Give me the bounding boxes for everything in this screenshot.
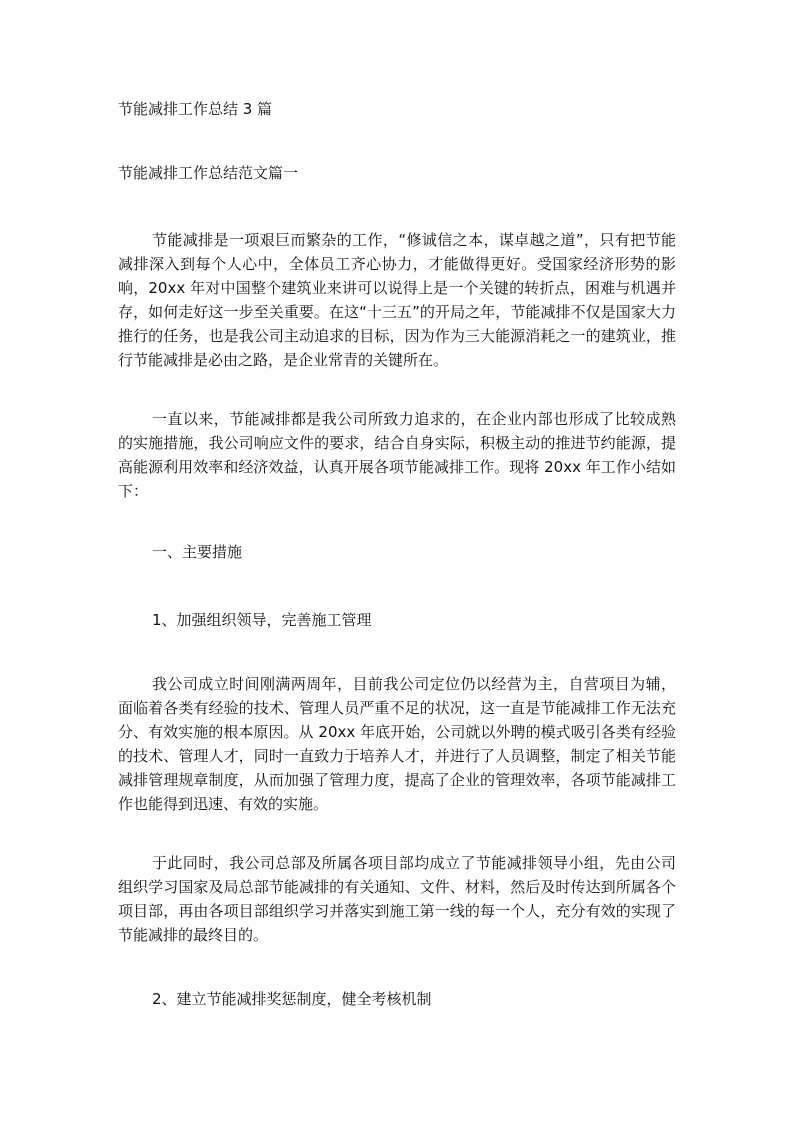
document-subtitle: 节能减排工作总结范文篇一	[118, 164, 299, 182]
paragraph-intro: 节能减排是一项艰巨而繁杂的工作，“修诚信之本，谋卓越之道”，只有把节能减排深入到每个人心中，全体员工齐心协力，才能做得更好。受国家经济形势的影响，20xx 年对中国整个建筑业来讲可以说得上是一个关键的转折点，困难与机遇并存，如何走好这一步至关重要。在这“十三五”的开局之年，节能减排不仅是国家大力推行的任务，也是我公司主动追求的目标，因为作为三大能源消耗之一的建筑业，推行节能减排是必由之路，是企业常青的关键所在。	[118, 231, 676, 369]
paragraph-management: 我公司成立时间刚满两周年，目前我公司定位仍以经营为主，自营项目为辅，面临着各类有经验的技术、管理人员严重不足的状况，这一直是节能减排工作无法充分、有效实施的根本原因。从 20xx 年底开始，公司就以外聘的模式吸引各类有经验的技术、管理人才，同时一直致力于培养人才，并进行了人员调整，制定了相关节能减排管理规章制度，从而加强了管理力度，提高了企业的管理效率，各项节能减排工作也能得到迅速、有效的实施。	[118, 675, 676, 813]
document-title: 节能减排工作总结 3 篇	[118, 100, 273, 118]
subsection-heading-1: 1、加强组织领导，完善施工管理	[152, 611, 372, 629]
paragraph-leadership-group: 于此同时，我公司总部及所属各项目部均成立了节能减排领导小组，先由公司组织学习国家及局总部节能减排的有关通知、文件、材料，然后及时传达到所属各个项目部，再由各项目部组织学习并落实到施工第一线的每一个人，充分有效的实现了节能减排的最终目的。	[118, 854, 676, 944]
section-heading: 一、主要措施	[152, 543, 243, 561]
subsection-heading-2: 2、建立节能减排奖惩制度，健全考核机制	[152, 990, 432, 1008]
paragraph-overview: 一直以来，节能减排都是我公司所致力追求的，在企业内部也形成了比较成熟的实施措施，我公司响应文件的要求，结合自身实际，积极主动的推进节约能源，提高能源利用效率和经济效益，认真开展各项节能减排工作。现将 20xx 年工作小结如下：	[118, 410, 676, 500]
